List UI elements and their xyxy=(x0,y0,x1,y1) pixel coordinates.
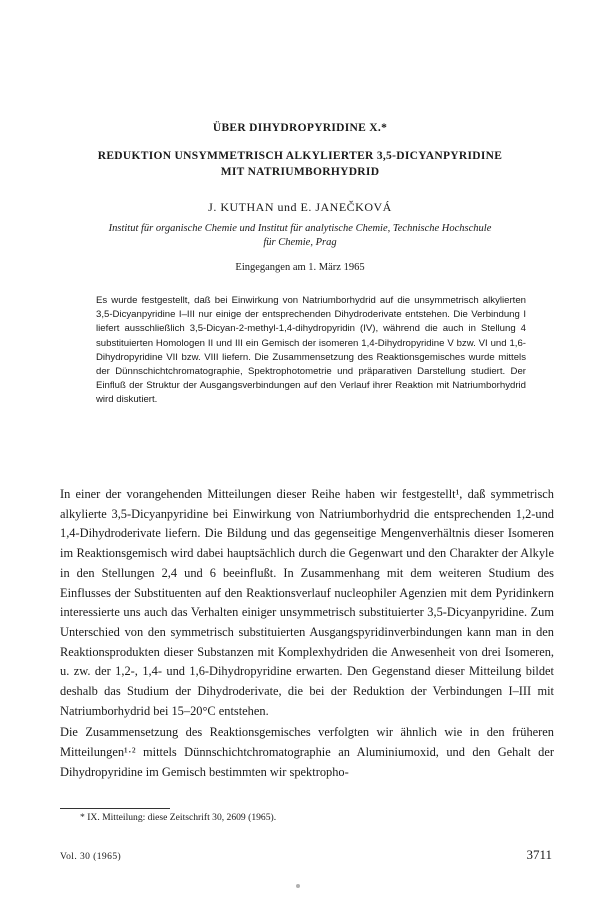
authors: J. KUTHAN und E. JANEČKOVÁ xyxy=(208,200,392,214)
title-series: ÜBER DIHYDROPYRIDINE X.* xyxy=(212,122,388,134)
body-text xyxy=(60,485,554,783)
abstract: Es wurde festgestellt, daß bei Einwirkung von Natriumborhydrid auf die unsymmetrisch alkylierten 3,5-Dicyanpyridine I–III nur einige der entsprechenden Dihydroderivate entstehen. Die Verbindung I liefert ausschließlich 3,5-Dicyan-2-methyl-1,4-dihydropyridin (IV), während die auch in Stellung 4 substituierten Homologen II und III ein Gemisch der isomeren 1,4-Dihydropyridine V bzw. VI und 1,6-Dihydropyridine VII bzw. VIII liefern. Die Zusammensetzung des Reaktionsgemisches wurde mittels der Dünnschichtchromatographie, Spektrophotometrie und präparativen Darstellung studiert. Der Einfluß der Struktur der Ausgangsverbindungen auf den Verlauf ihrer Reaktion mit Natriumborhydrid wird diskutiert. xyxy=(96,295,526,406)
body-paragraph-1: In einer der vorangehenden Mitteilungen dieser Reihe haben wir festgestellt¹, daß symmetrisch alkylierte 3,5-Dicyanpyridine bei Einwirkung von Natriumborhydrid die entsprechenden 1,2-und 1,4-Dihydroderivate liefern. Die Bildung und das gegenseitige Mengenverhältnis dieser Isomeren im Reaktionsgemisch wird dabei hauptsächlich durch die Gegenwart und den Charakter der Alkyle in den Stellungen 2,4 und 6 beeinflußt. In Zusammenhang mit dem weiteren Studium des Einflusses der Substituenten auf den Reaktionsverlauf nucleophiler Agenzien mit dem Pyridinkern interessierte uns auch das Verhalten einiger unsymmetrisch substituierter 3,5-Dicyanpyridine. Zum Unterschied von den symmetrisch substituierten Ausgangspyridinverbindungen kann man in den Reaktionsprodukten dieser Substanzen mit Komplexhydriden die Anwesenheit von drei Isomeren, u. zw. der 1,2-, 1,4- und 1,6-Dihydropyridine erwarten. Den Gegenstand dieser Mitteilung bildet deshalb das Studium der Dihydroderivate, die bei der Reduktion der Verbindungen I–III mit Natriumborhydrid bei 15–20°C entstehen. xyxy=(60,487,554,718)
title-main xyxy=(0,148,600,180)
footnote: * IX. Mitteilung: diese Zeitschrift 30, 2609 (1965). xyxy=(80,812,277,823)
affiliation-line-2: für Chemie, Prag xyxy=(263,237,337,248)
affiliation-line-1: Institut für organische Chemie und Institut für analytische Chemie, Technische Hochschule xyxy=(108,223,492,234)
journal-volume: Vol. 30 (1965) xyxy=(60,851,122,862)
body-paragraph-2: Die Zusammensetzung des Reaktionsgemisches verfolgten wir ähnlich wie in den früheren Mitteilungen¹·² mittels Dünnschichtchromatographie an Aluminiumoxid, und den Gehalt der Dihydropyridine im Gemisch bestimmten wir spektropho- xyxy=(60,725,554,779)
affiliation xyxy=(60,222,540,250)
title-line-3: MIT NATRIUMBORHYDRID xyxy=(220,166,380,178)
page-number: 3711 xyxy=(526,847,552,862)
scan-speck xyxy=(296,884,300,888)
footnote-divider xyxy=(60,808,170,809)
received-date: Eingegangen am 1. März 1965 xyxy=(235,262,365,273)
title-line-2: REDUKTION UNSYMMETRISCH ALKYLIERTER 3,5-DICYANPYRIDINE xyxy=(97,150,503,162)
